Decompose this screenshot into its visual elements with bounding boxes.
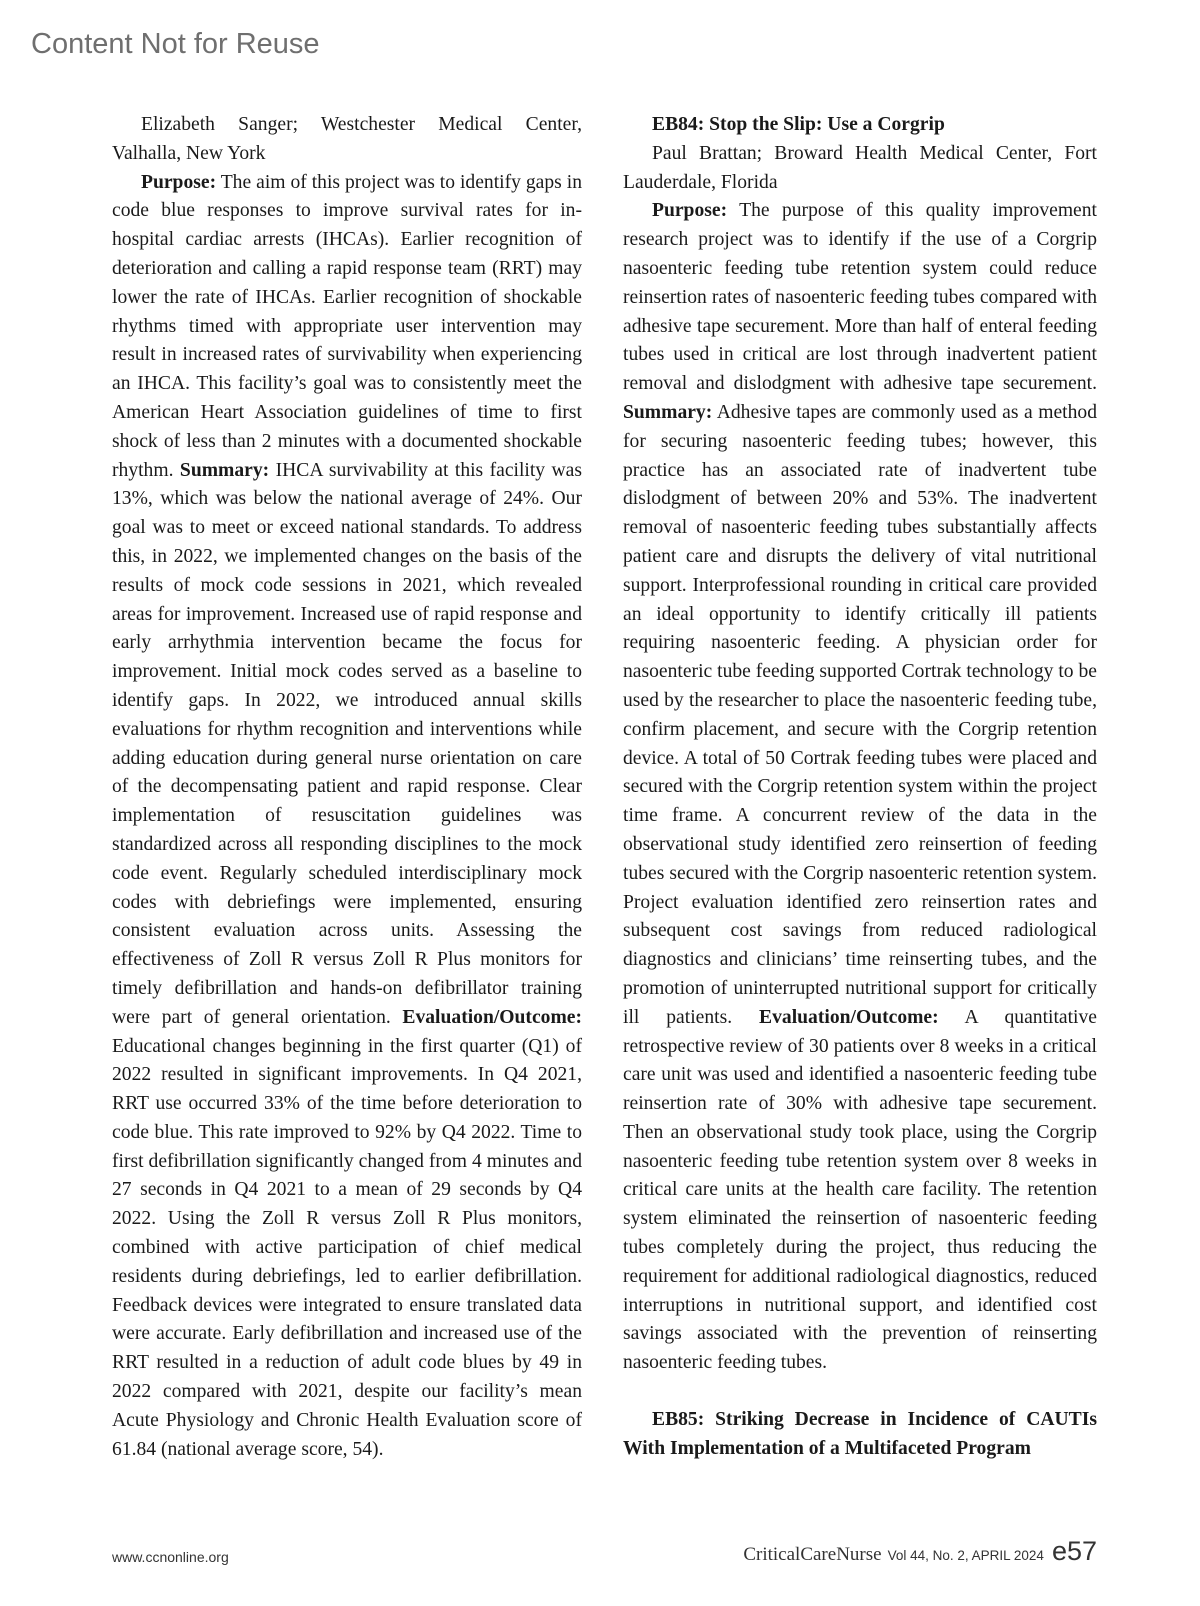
abstract-body xyxy=(112,169,582,1465)
eb84-author: Paul Brattan; Broward Health Medical Center, Fort Lauderdale, Florida xyxy=(623,142,1097,193)
summary-text: Adhesive tapes are commonly used as a method for securing nasoenteric feeding tubes; however, this practice has an associated rate of inadvertent tube dislodgment of between 20% and 53%. The inadvertent removal of nasoenteric feeding tubes substantially affects patient care and disrupts the delivery of vital nutritional support. Interprofessional rounding in critical care provided an ideal opportunity to identify critically ill patients requiring nasoenteric feeding. A physician order for nasoenteric tube feeding supported Cortrak technology to be used by the researcher to place the nasoenteric feeding tube, confirm placement, and secure with the Corgrip retention device. A total of 50 Cortrak feeding tubes were placed and secured with the Corgrip retention system within the project time frame. A concurrent review of the data in the observational study identified zero reinsertion of feeding tubes secured with the Corgrip nasoenteric retention system. Project evaluation identified zero reinsertion rates and subsequent cost savings from reduced radiological diagnostics and clinicians’ time reinserting tubes, and the promotion of uninterrupted nutritional support for critically ill patients. xyxy=(623,401,1097,1028)
summary-label: Summary: xyxy=(623,401,713,423)
right-column xyxy=(623,111,1097,1464)
eb84-body xyxy=(623,197,1097,1378)
footer-journal-info xyxy=(743,1536,1097,1567)
left-column xyxy=(112,111,582,1464)
summary-label: Summary: xyxy=(179,459,270,481)
eb84-title: EB84: Stop the Slip: Use a Corgrip xyxy=(652,114,945,135)
summary-text: IHCA survivability at this facility was 13%, which was below the national average of 24%. Our goal was to meet or exceed national standards. To address this, in 2022, we implemented changes on the basis of the results of mock code sessions in 2021, which revealed areas for improvement. Increased use of rapid response and early arrhythmia intervention became the focus for improvement. Initial mock codes served as a baseline to identify gaps. In 2022, we introduced annual skills evaluations for rhythm recognition and interventions while adding education during general nurse orientation on care of the decompensating patient and rapid response. Clear implementation of resuscitation guidelines was standardized across all responding disciplines to the mock code event. Regularly scheduled interdisciplinary mock codes with debriefings were implemented, ensuring consistent evaluation across units. Assessing the effectiveness of Zoll R versus Zoll R Plus monitors for timely defibrillation and hands-on defibrillator training were part of general orientation. xyxy=(112,459,582,1028)
evaluation-label: Evaluation/Outcome: xyxy=(759,1006,939,1028)
journal-name: CriticalCareNurse xyxy=(743,1544,882,1565)
evaluation-label: Evaluation/Outcome: xyxy=(402,1006,582,1028)
page-number: e57 xyxy=(1051,1536,1097,1566)
issue-info: Vol 44, No. 2, APRIL 2024 xyxy=(887,1548,1044,1563)
purpose-label: Purpose: xyxy=(141,171,217,193)
purpose-label: Purpose: xyxy=(652,200,728,222)
author-line: Elizabeth Sanger; Westchester Medical Center, Valhalla, New York xyxy=(112,114,582,164)
evaluation-text: A quantitative retrospective review of 30 patients over 8 weeks in a critical care unit was used and identified a nasoenteric feeding tube reinsertion rate of 30% with adhesive tape securement. Then an observational study took place, using the Corgrip nasoenteric feeding tube retention system over 8 weeks in critical care units at the health care facility. The retention system eliminated the reinsertion of nasoenteric feeding tubes completely during the project, thus reducing the requirement for additional radiological diagnostics, reduced interruptions in nutritional support, and identified cost savings associated with the prevention of reinserting nasoenteric feeding tubes. xyxy=(623,1006,1097,1374)
watermark: Content Not for Reuse xyxy=(31,28,320,60)
purpose-text: The aim of this project was to identify gaps in code blue responses to improve survival rates for in-hospital cardiac arrests (IHCAs). Earlier recognition of deterioration and calling a rapid response team (RRT) may lower the rate of IHCAs. Earlier recognition of shockable rhythms timed with appropriate user intervention may result in increased rates of survivability when experiencing an IHCA. This facility’s goal was to consistently meet the American Heart Association guidelines of time to first shock of less than 2 minutes with a documented shockable rhythm. xyxy=(112,171,582,481)
purpose-text: The purpose of this quality improvement research project was to identify if the use of a Corgrip nasoenteric feeding tube retention system could reduce reinsertion rates of nasoenteric feeding tubes compared with adhesive tape securement. More than half of enteral feeding tubes used in critical are lost through inadvertent patient removal and dislodgment with adhesive tape securement. xyxy=(623,200,1097,395)
footer-url: www.ccnonline.org xyxy=(112,1549,229,1565)
eb85-title: EB85: Striking Decrease in Incidence of CAUTIs With Implementation of a Multifaceted Program xyxy=(623,1409,1097,1459)
evaluation-text: Educational changes beginning in the first quarter (Q1) of 2022 resulted in significant improvements. In Q4 2021, RRT use occurred 33% of the time before deterioration to code blue. This rate improved to 92% by Q4 2022. Time to first defibrillation significantly changed from 4 minutes and 27 seconds in Q4 2021 to a mean of 29 seconds by Q4 2022. Using the Zoll R versus Zoll R Plus monitors, combined with active participation of chief medical residents during debriefings, led to earlier defibrillation. Feedback devices were integrated to ensure translated data were accurate. Early defibrillation and increased use of the RRT resulted in a reduction of adult code blues by 49 in 2022 compared with 2021, despite our facility’s mean Acute Physiology and Chronic Health Evaluation score of 61.84 (national average score, 54). xyxy=(112,1035,582,1460)
